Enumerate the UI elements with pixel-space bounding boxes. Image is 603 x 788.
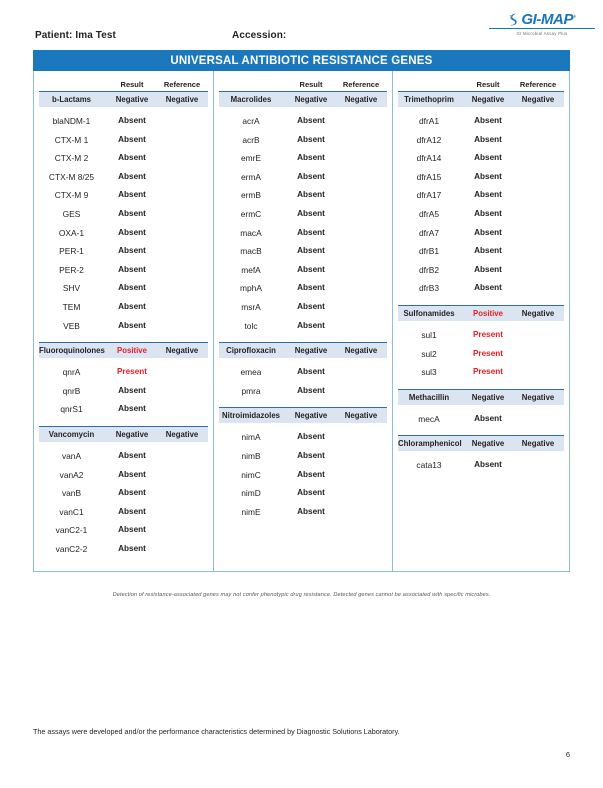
gene-row [219, 317, 387, 336]
section-name: Nitroimidazoles [221, 411, 281, 421]
section-reference: Negative [344, 411, 378, 421]
section-spacer [219, 335, 387, 342]
gene-row [39, 168, 208, 187]
gene-name: vanA [61, 450, 82, 461]
gene-name: dfrA17 [416, 190, 442, 201]
gene-row [219, 382, 387, 401]
gene-name: qnrS1 [60, 404, 83, 415]
gene-result: Absent [118, 488, 146, 498]
gene-list [398, 321, 564, 382]
gene-row [39, 279, 208, 298]
gene-row [398, 242, 564, 261]
gene-row [39, 466, 208, 485]
gene-row [398, 149, 564, 168]
section-result: Negative [471, 439, 505, 449]
gene-result: Absent [297, 432, 325, 442]
gene-row [219, 484, 387, 503]
gene-row [398, 131, 564, 150]
gene-name: cata13 [416, 460, 442, 471]
gene-result: Absent [297, 367, 325, 377]
gene-name: nimB [241, 450, 261, 461]
gene-row [219, 279, 387, 298]
section-header-ciprofloxacin [219, 342, 387, 358]
gene-name: PER-2 [59, 264, 84, 275]
gene-row [219, 363, 387, 382]
gene-column-1 [213, 71, 392, 571]
gene-name: TEM [62, 301, 81, 312]
gene-name: emea [240, 367, 262, 378]
section-spacer [398, 428, 564, 435]
gene-row [219, 112, 387, 131]
gene-row [398, 410, 564, 429]
gene-name: tolc [244, 320, 258, 331]
gene-list [219, 423, 387, 521]
gene-name: OXA-1 [58, 227, 85, 238]
gene-name: mphA [240, 283, 262, 294]
gene-name: CTX-M 9 [54, 190, 89, 201]
gene-column-0 [34, 71, 213, 571]
gene-result: Absent [297, 264, 325, 274]
gene-name: SHV [62, 283, 81, 294]
gene-row [39, 317, 208, 336]
section-reference: Negative [521, 392, 555, 402]
section-reference: Negative [165, 346, 199, 356]
gene-row [398, 279, 564, 298]
gene-name: acrA [242, 116, 260, 126]
gene-name: vanA2 [59, 469, 84, 480]
gene-row [39, 242, 208, 261]
gene-name: dfrA1 [418, 116, 440, 126]
gene-result: Present [472, 348, 504, 358]
gene-name: blaNDM-1 [52, 116, 91, 126]
gene-row [219, 149, 387, 168]
gene-result: Absent [297, 190, 325, 200]
section-header-nitroimidazoles [219, 407, 387, 423]
gene-result: Absent [118, 190, 146, 200]
column-header-row [39, 71, 208, 91]
gene-row [39, 382, 208, 401]
gene-row [39, 503, 208, 522]
gene-result: Absent [474, 190, 502, 200]
gene-name: macB [240, 246, 262, 257]
section-name: Chloramphenicol [398, 439, 462, 449]
reference-column-label: Reference [342, 80, 380, 89]
gene-result: Absent [118, 469, 146, 479]
section-name: Fluoroquinolones [39, 346, 105, 356]
gene-result: Absent [297, 227, 325, 237]
section-spacer [398, 475, 564, 482]
gene-name: nimE [241, 506, 261, 517]
page-number: 6 [565, 750, 570, 759]
gene-result: Absent [474, 171, 502, 181]
gene-column-2 [392, 71, 569, 571]
gene-result: Absent [297, 301, 325, 311]
section-name: b-Lactams [52, 95, 91, 104]
gene-name: nimA [241, 432, 261, 443]
gene-name: vanB [61, 488, 82, 499]
gene-result: Absent [297, 450, 325, 460]
gene-row [39, 363, 208, 382]
column-header-row [398, 71, 564, 91]
gene-result: Absent [297, 506, 325, 516]
section-result: Positive [117, 346, 147, 356]
gene-result: Absent [118, 301, 146, 311]
result-column-label: Result [476, 80, 500, 89]
section-reference: Negative [521, 439, 555, 449]
gene-result: Absent [474, 134, 502, 144]
gene-row [39, 112, 208, 131]
gene-result: Absent [474, 460, 502, 470]
gene-row [39, 400, 208, 419]
resistance-genes-table [33, 71, 570, 572]
gene-row [398, 261, 564, 280]
gene-name: CTX-M 2 [54, 153, 89, 164]
section-spacer [219, 400, 387, 407]
gene-name: vanC2-1 [55, 525, 88, 536]
section-name: Methacillin [408, 392, 450, 402]
gene-result: Absent [297, 116, 325, 125]
disclaimer-note: Detection of resistance-associated genes may not confer phenotypic drug resistance. Detected genes cannot be associated with specific microbes. [112, 592, 491, 598]
section-header-b-lactams [39, 91, 208, 107]
gene-name: ermB [240, 190, 261, 201]
gene-result: Absent [118, 450, 146, 460]
gene-result: Absent [474, 246, 502, 256]
gene-result: Absent [118, 171, 146, 181]
gene-row [219, 186, 387, 205]
trademark-symbol: ® [573, 14, 576, 19]
result-column-label: Result [120, 80, 144, 89]
section-name: Macrolides [230, 95, 272, 104]
gene-name: CTX-M 8/25 [48, 171, 95, 182]
gene-row [219, 131, 387, 150]
gene-row [398, 326, 564, 345]
gene-result: Absent [118, 404, 146, 414]
page-header [0, 0, 603, 48]
gene-result: Absent [474, 116, 502, 125]
gene-name: mecA [418, 413, 440, 424]
gi-map-wordmark: GI-MAP® [521, 11, 576, 28]
gene-result: Absent [297, 283, 325, 293]
gene-name: pmra [241, 385, 261, 396]
reference-column-label: Reference [163, 80, 201, 89]
gene-name: sul2 [421, 348, 437, 359]
gene-result: Absent [118, 506, 146, 516]
gene-name: mefA [241, 264, 261, 275]
gene-row [398, 168, 564, 187]
gene-row [39, 261, 208, 280]
gene-name: vanC1 [59, 506, 84, 517]
section-result: Negative [294, 95, 328, 104]
result-column-label: Result [299, 80, 323, 89]
gi-map-logo-icon [508, 13, 519, 26]
gene-result: Absent [474, 264, 502, 274]
gene-result: Absent [297, 153, 325, 163]
section-spacer [39, 335, 208, 342]
section-header-methacillin [398, 389, 564, 405]
gene-result: Absent [297, 385, 325, 395]
gene-result: Absent [474, 208, 502, 218]
gene-row [39, 224, 208, 243]
gene-result: Absent [118, 283, 146, 293]
gene-result: Present [116, 367, 148, 377]
section-result: Positive [473, 308, 503, 318]
gene-result: Absent [474, 227, 502, 237]
gene-result: Absent [297, 488, 325, 498]
gene-result: Absent [297, 246, 325, 256]
gene-name: VEB [63, 320, 80, 331]
assay-note: The assays were developed and/or the performance characteristics determined by Diagnostic Solutions Laboratory. [33, 727, 400, 736]
gene-name: dfrB1 [418, 246, 440, 257]
gene-list [219, 358, 387, 400]
gene-list [398, 107, 564, 298]
section-header-trimethoprim [398, 91, 564, 107]
gene-result: Absent [474, 283, 502, 293]
gene-row [398, 224, 564, 243]
gene-name: dfrB3 [418, 283, 440, 294]
gene-result: Absent [118, 208, 146, 218]
gene-result: Present [472, 367, 504, 377]
gene-result: Absent [118, 134, 146, 144]
gene-row [39, 149, 208, 168]
table-columns [34, 71, 569, 571]
gene-name: dfrA15 [416, 171, 442, 182]
gene-name: dfrB2 [418, 264, 440, 275]
gene-row [219, 428, 387, 447]
gene-list [39, 442, 208, 559]
gene-list [398, 451, 564, 475]
gene-name: GES [62, 208, 81, 219]
gene-name: nimC [241, 469, 261, 480]
gene-result: Absent [118, 153, 146, 163]
section-reference: Negative [521, 95, 555, 104]
gene-list [219, 107, 387, 335]
gene-name: dfrA14 [416, 153, 442, 164]
gene-result: Present [472, 329, 504, 339]
gene-result: Absent [297, 208, 325, 218]
section-result: Negative [294, 346, 328, 356]
gene-row [219, 447, 387, 466]
column-header-row [219, 71, 387, 91]
gene-name: qnrB [62, 385, 81, 396]
gene-column-inner [34, 71, 213, 565]
gene-result: Absent [118, 246, 146, 256]
gene-result: Absent [118, 320, 146, 330]
gene-row [219, 242, 387, 261]
gene-name: emrE [240, 153, 261, 164]
section-result: Negative [115, 95, 149, 104]
gene-row [219, 466, 387, 485]
section-spacer [398, 298, 564, 305]
gene-result: Absent [118, 525, 146, 535]
gene-name: sul1 [421, 329, 437, 340]
section-reference: Negative [521, 308, 555, 318]
gene-list [39, 358, 208, 419]
gene-row [219, 298, 387, 317]
accession-label: Accession: [232, 30, 287, 41]
gene-row [219, 503, 387, 522]
gene-result: Absent [297, 320, 325, 330]
gene-column-inner [393, 71, 569, 482]
section-name: Trimethoprim [404, 95, 454, 104]
section-name: Ciprofloxacin [226, 346, 276, 356]
section-result: Negative [294, 411, 328, 421]
gene-row [39, 521, 208, 540]
gene-name: CTX-M 1 [54, 134, 89, 145]
gene-row [398, 456, 564, 475]
section-reference: Negative [165, 95, 199, 104]
section-name: Sulfonamides [403, 308, 455, 318]
gene-row [398, 345, 564, 364]
gene-result: Absent [297, 134, 325, 144]
section-result: Negative [471, 95, 505, 104]
gene-name: vanC2-2 [55, 543, 88, 554]
gene-result: Absent [297, 469, 325, 479]
page-title: UNIVERSAL ANTIBIOTIC RESISTANCE GENES [33, 50, 570, 71]
gene-result: Absent [118, 385, 146, 395]
section-header-vancomycin [39, 426, 208, 442]
section-name: Vancomycin [48, 429, 95, 439]
section-header-chloramphenicol [398, 435, 564, 451]
gene-result: Absent [118, 264, 146, 274]
gi-map-logo [489, 12, 595, 36]
gene-row [39, 186, 208, 205]
gene-result: Absent [118, 116, 146, 125]
gi-map-tagline: GI Microbial Assay Plus [516, 31, 568, 36]
gene-result: Absent [474, 153, 502, 163]
gene-row [398, 186, 564, 205]
section-spacer [39, 419, 208, 426]
gene-result: Absent [474, 413, 502, 423]
gene-row [219, 261, 387, 280]
gene-list [39, 107, 208, 335]
gene-name: sul3 [421, 367, 437, 378]
section-spacer [219, 521, 387, 528]
gene-row [39, 298, 208, 317]
gene-name: dfrA12 [416, 134, 442, 145]
section-reference: Negative [344, 346, 378, 356]
gene-column-inner [214, 71, 392, 528]
gene-result: Absent [297, 171, 325, 181]
section-header-sulfonamides [398, 305, 564, 321]
gene-name: nimD [241, 488, 261, 499]
section-result: Negative [115, 429, 149, 439]
gene-row [39, 205, 208, 224]
gene-name: dfrA7 [418, 227, 440, 238]
section-reference: Negative [165, 429, 199, 439]
gene-name: msrA [241, 301, 261, 312]
gene-name: acrB [242, 134, 260, 145]
section-spacer [398, 382, 564, 389]
gene-result: Absent [118, 543, 146, 553]
gene-name: qnrA [62, 367, 81, 378]
section-spacer [39, 558, 208, 565]
gene-row [398, 205, 564, 224]
logo-rule [489, 28, 595, 29]
gene-name: dfrA5 [418, 208, 440, 219]
gene-row [39, 447, 208, 466]
section-header-fluoroquinolones [39, 342, 208, 358]
gene-row [219, 224, 387, 243]
gene-row [39, 540, 208, 559]
gene-name: ermC [240, 208, 262, 219]
gene-row [219, 205, 387, 224]
section-header-macrolides [219, 91, 387, 107]
gene-row [39, 484, 208, 503]
gene-result: Absent [118, 227, 146, 237]
gene-list [398, 405, 564, 429]
gene-row [39, 131, 208, 150]
gene-row [219, 168, 387, 187]
gene-name: macA [240, 227, 262, 238]
patient-label: Patient: Ima Test [35, 30, 116, 41]
gene-row [398, 112, 564, 131]
gene-name: ermA [240, 171, 261, 182]
gene-name: PER-1 [59, 246, 84, 257]
section-result: Negative [471, 392, 505, 402]
section-reference: Negative [344, 95, 378, 104]
gene-row [398, 363, 564, 382]
reference-column-label: Reference [519, 80, 557, 89]
